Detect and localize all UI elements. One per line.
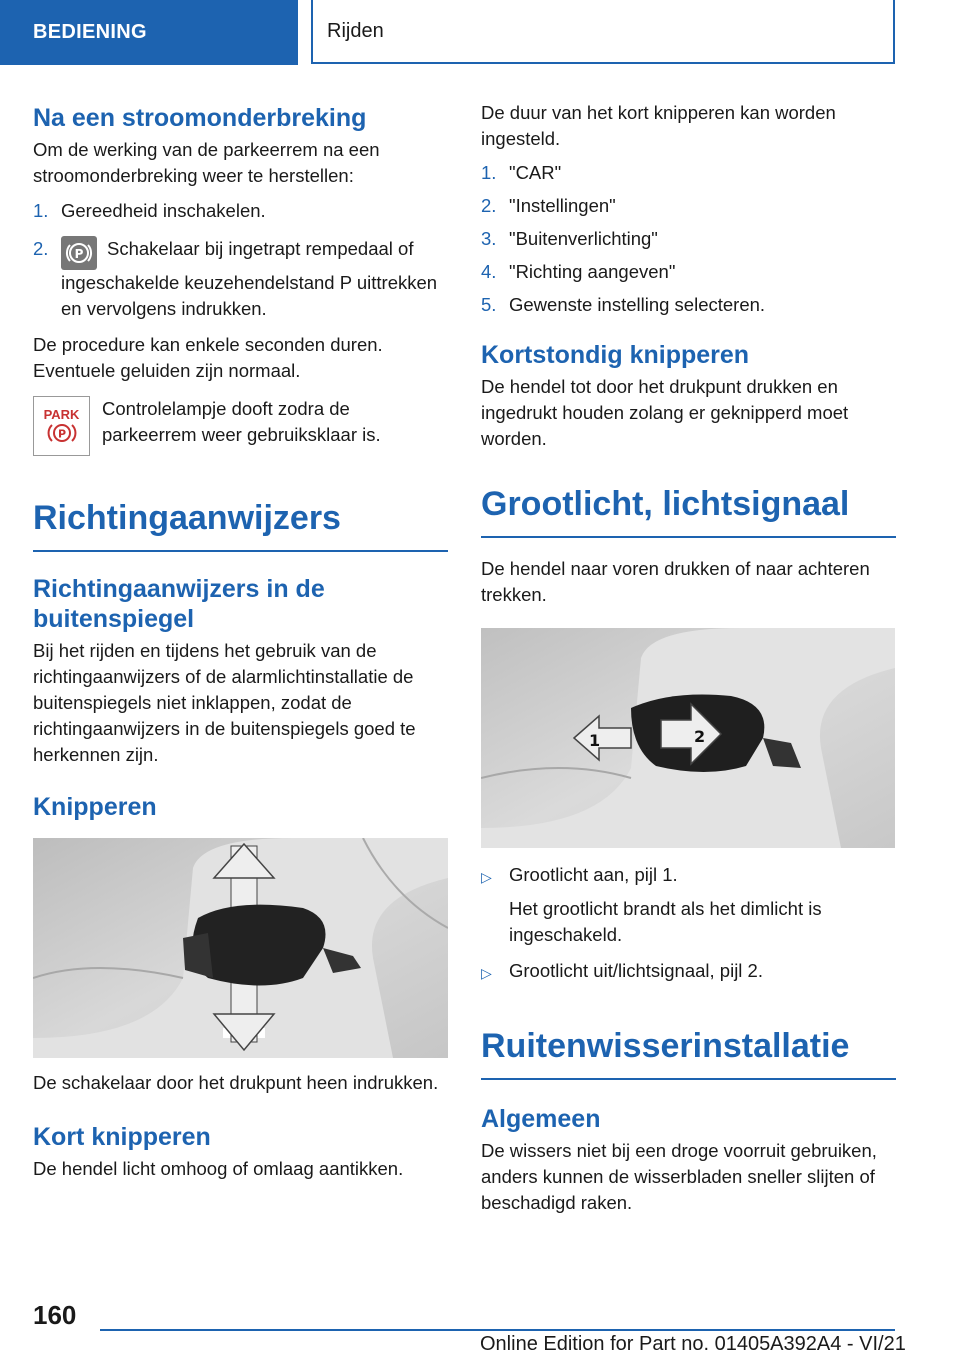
step-text: Schakelaar bij ingetrapt rempedaal of ingeschakelde keuzehendelstand P uittrekken en vervolgens indrukken. xyxy=(61,238,438,319)
step-number: 2. xyxy=(33,238,49,259)
warning-lamp-note xyxy=(33,396,448,456)
list-item xyxy=(33,236,448,322)
page-number: 160 xyxy=(33,1300,77,1330)
list-item: 5. Gewenste instelling selecteren. xyxy=(481,294,766,315)
triangle-bullet-icon: ▷ xyxy=(481,965,492,981)
list-item: 3. "Buitenverlichting" xyxy=(481,228,658,249)
high-beam-lever-image xyxy=(481,628,895,848)
paragraph-grootlicht: De hendel naar voren drukken of naar achteren trekken. xyxy=(481,558,870,605)
list-item: 4. "Richting aangeven" xyxy=(481,261,676,282)
svg-text:2: 2 xyxy=(694,727,706,746)
svg-text:1: 1 xyxy=(589,731,601,750)
heading-algemeen: Algemeen xyxy=(481,1105,601,1133)
svg-text:P: P xyxy=(57,427,66,441)
parking-brake-icon xyxy=(61,236,97,270)
footer-edition: Online Edition for Part no. 01405A392A4 - VI/21 xyxy=(480,1333,906,1355)
paragraph-knipperen: De schakelaar door het drukpunt heen indrukken. xyxy=(33,1072,439,1093)
list-item: ▷ Grootlicht aan, pijl 1. Het grootlicht brandt als het dimlicht is ingeschakeld. xyxy=(481,862,896,948)
paragraph-kort-knipperen: De hendel licht omhoog of omlaag aantikken. xyxy=(33,1158,404,1179)
high-beam-bullets xyxy=(481,862,896,986)
section-tab: BEDIENING xyxy=(0,0,298,65)
list-item xyxy=(33,198,448,224)
footer-divider xyxy=(100,1329,895,1331)
paragraph-algemeen: De wissers niet bij een droge voorruit gebruiken, anders kunnen de wisserbladen sneller slijten of beschadigd raken. xyxy=(481,1140,877,1213)
heading-power-loss: Na een stroomonderbreking xyxy=(33,104,367,132)
chapter-title: Rijden xyxy=(311,0,895,64)
menu-steps-list xyxy=(481,160,896,318)
heading-kortstondig: Kortstondig knipperen xyxy=(481,341,750,369)
heading-buitenspiegel: Richtingaanwijzers in de buitenspiegel xyxy=(33,575,325,633)
paragraph-duur: De duur van het kort knipperen kan worden ingesteld. xyxy=(481,102,836,149)
left-column xyxy=(33,100,448,1182)
turn-signal-lever-image xyxy=(33,838,448,1058)
paragraph-buitenspiegel: Bij het rijden en tijdens het gebruik van de richtingaanwijzers of de alarmlichtinstallatie de buitenspiegels niet inklappen, zodat de richtingaanwijzers in de buitenspiegels goed te herkennen zijn. xyxy=(33,640,416,765)
heading-kort-knipperen: Kort knipperen xyxy=(33,1123,211,1151)
svg-text:P: P xyxy=(74,247,84,261)
list-item: 1. "CAR" xyxy=(481,162,562,183)
step-number: 1. xyxy=(33,200,49,221)
heading-grootlicht: Grootlicht, lichtsignaal xyxy=(481,484,896,538)
paragraph-kortstondig: De hendel tot door het drukpunt drukken en ingedrukt houden zolang er geknipperd moet worden. xyxy=(481,376,849,449)
heading-ruitenwisser: Ruitenwisserinstallatie xyxy=(481,1026,896,1080)
heading-knipperen: Knipperen xyxy=(33,793,157,821)
list-item: ▷ Grootlicht uit/lichtsignaal, pijl 2. xyxy=(481,958,896,986)
paragraph-power-loss: Om de werking van de parkeerrem na een stroomonderbreking weer te herstellen: xyxy=(33,139,380,186)
heading-richtingaanwijzers: Richtingaanwijzers xyxy=(33,498,448,552)
paragraph-procedure: De procedure kan enkele seconden duren. Eventuele geluiden zijn normaal. xyxy=(33,334,383,381)
steps-list xyxy=(33,198,448,322)
paragraph-lamp: Controlelampje dooft zodra de parkeerrem weer gebruiksklaar is. xyxy=(102,398,381,445)
step-text: Gereedheid inschakelen. xyxy=(61,200,266,221)
park-warning-icon: PARK P xyxy=(33,396,90,456)
triangle-bullet-icon: ▷ xyxy=(481,869,492,885)
list-item: 2. "Instellingen" xyxy=(481,195,616,216)
right-column xyxy=(481,100,896,1216)
